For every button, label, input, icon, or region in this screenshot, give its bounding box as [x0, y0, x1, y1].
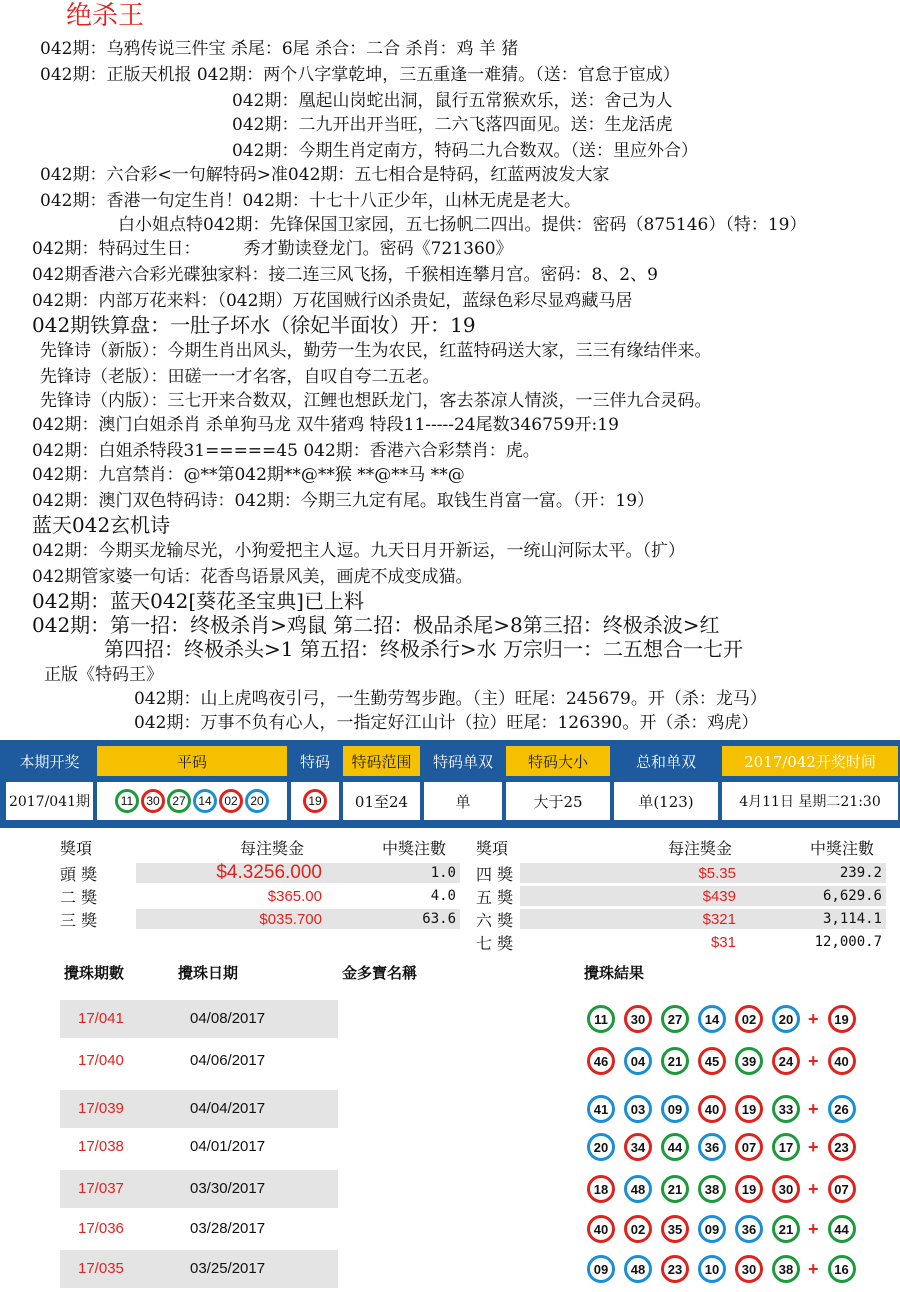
prize-row — [476, 931, 886, 953]
prize-name: 五 獎 — [476, 887, 514, 907]
result-ball: 19 — [735, 1175, 763, 1203]
result-ball: 48 — [624, 1255, 652, 1283]
result-ball: 34 — [624, 1133, 652, 1161]
history-period: 17/038 — [78, 1138, 124, 1155]
history-header-result: 攪珠結果 — [584, 964, 645, 982]
history-row — [60, 1250, 884, 1288]
draw-period: 2017/041期 — [6, 782, 93, 820]
prize-name: 二 獎 — [60, 887, 98, 907]
history-row — [60, 1090, 884, 1128]
prize-name: 六 獎 — [476, 910, 514, 930]
prize-count: 12,000.7 — [814, 934, 882, 950]
text-line: 042期：凰起山岗蛇出洞，鼠行五常猴欢乐，送：舍己为人 — [232, 91, 673, 111]
prize-count: 1.0 — [430, 865, 456, 881]
number-ball: 27 — [167, 789, 191, 813]
draw-header-cell: 特码单双 — [424, 746, 502, 776]
result-ball: 30 — [624, 1005, 652, 1033]
prize-row — [476, 862, 886, 884]
result-ball: 19 — [735, 1095, 763, 1123]
history-name-cell — [338, 1210, 578, 1248]
history-result — [578, 1042, 884, 1080]
result-ball: 30 — [735, 1255, 763, 1283]
text-line: 042期香港六合彩光碟独家料：接二连三风飞扬，千猴相连攀月宫。密码：8、2、9 — [32, 265, 658, 285]
result-ball: 46 — [587, 1047, 615, 1075]
prize-count: 4.0 — [430, 888, 456, 904]
draw-odd-even: 单 — [424, 782, 502, 820]
plus-icon: + — [808, 1218, 819, 1239]
special-result-ball: 16 — [828, 1255, 856, 1283]
prize-name: 七 獎 — [476, 933, 514, 953]
result-ball: 36 — [735, 1215, 763, 1243]
text-line: 042期：香港一句定生肖！042期：十七十八正少年，山林无虎是老大。 — [40, 191, 581, 211]
result-ball: 40 — [698, 1095, 726, 1123]
prize-row — [476, 885, 886, 907]
text-line: 042期：澳门白姐杀肖 杀单狗马龙 双牛猪鸡 特段11-----24尾数346759开:19 — [32, 415, 619, 435]
prize-amount: $439 — [702, 887, 736, 905]
text-line: 042期：蓝天042[葵花圣宝典]已上料 — [32, 589, 364, 613]
text-line: 042期管家婆一句话：花香鸟语景风美，画虎不成变成猫。 — [32, 567, 473, 587]
prize-count: 63.6 — [422, 911, 456, 927]
result-ball: 09 — [661, 1095, 689, 1123]
history-result — [578, 1170, 884, 1208]
history-row — [60, 1170, 884, 1208]
plus-icon: + — [808, 1258, 819, 1279]
special-result-ball: 19 — [828, 1005, 856, 1033]
prize-row — [60, 862, 460, 884]
prize-header-count: 中獎注數 — [810, 838, 875, 858]
history-row — [60, 1128, 884, 1166]
result-ball: 20 — [587, 1133, 615, 1161]
text-line: 042期：二九开出开当旺，二六飞落四面见。送：生龙活虎 — [232, 115, 673, 135]
result-ball: 07 — [735, 1133, 763, 1161]
number-ball: 30 — [141, 789, 165, 813]
text-line: 042期：今期生肖定南方，特码二九合数双。（送：里应外合） — [232, 141, 698, 161]
text-line: 042期：正版天机报 042期：两个八字掌乾坤，三五重逢一难猜。（送：官怠于宦成） — [40, 65, 680, 85]
result-ball: 09 — [698, 1215, 726, 1243]
result-ball: 10 — [698, 1255, 726, 1283]
number-ball: 14 — [193, 789, 217, 813]
history-date: 04/08/2017 — [190, 1010, 266, 1027]
text-line: 先锋诗（新版）：今期生肖出风头，勤劳一生为农民，红蓝特码送大家，三三有缘结伴来。 — [40, 341, 712, 361]
result-ball: 45 — [698, 1047, 726, 1075]
draw-size: 大于25 — [506, 782, 610, 820]
result-ball: 14 — [698, 1005, 726, 1033]
draw-special-number — [291, 782, 339, 820]
text-line: 042期：六合彩<一句解特码>准042期：五七相合是特码，红蓝两波发大家 — [40, 165, 610, 185]
history-period: 17/041 — [78, 1010, 124, 1027]
result-ball: 24 — [772, 1047, 800, 1075]
plus-icon: + — [808, 1136, 819, 1157]
text-line: 042期：万事不负有心人，一指定好江山计（拉）旺尾：126390。开（杀：鸡虎） — [134, 713, 759, 733]
history-name-cell — [338, 1128, 578, 1166]
draw-header-cell: 总和单双 — [614, 746, 718, 776]
draw-result-table — [0, 740, 900, 828]
history-name-cell — [338, 1250, 578, 1288]
text-line: 先锋诗（内版）：三七开来合数双，江鲤也想跃龙门，客去茶凉人情淡，一三伴九合灵码。 — [40, 391, 712, 411]
text-line: 042期：山上虎鸣夜引弓，一生勤劳驾步跑。（主）旺尾：245679。开（杀：龙马） — [134, 689, 767, 709]
draw-regular-numbers — [97, 782, 287, 820]
prize-row — [476, 908, 886, 930]
history-header-date: 攪珠日期 — [178, 964, 239, 982]
text-line: 042期铁算盘：一肚子坏水（徐妃半面妆）开：19 — [32, 313, 476, 337]
result-ball: 23 — [661, 1255, 689, 1283]
prize-amount: $5.35 — [698, 864, 736, 882]
history-date: 03/28/2017 — [190, 1220, 266, 1237]
result-ball: 36 — [698, 1133, 726, 1161]
history-date: 03/30/2017 — [190, 1180, 266, 1197]
history-period: 17/037 — [78, 1180, 124, 1197]
text-line: 042期：乌鸦传说三件宝 杀尾：6尾 杀合：二合 杀肖：鸡 羊 猪 — [40, 39, 519, 59]
prize-amount: $035.700 — [259, 910, 322, 928]
result-ball: 44 — [661, 1133, 689, 1161]
result-ball: 21 — [661, 1047, 689, 1075]
result-ball: 38 — [772, 1255, 800, 1283]
draw-value-row — [2, 782, 900, 824]
number-ball: 11 — [115, 789, 139, 813]
result-ball: 48 — [624, 1175, 652, 1203]
result-ball: 09 — [587, 1255, 615, 1283]
prize-header-name: 獎項 — [476, 838, 509, 858]
history-period: 17/036 — [78, 1220, 124, 1237]
special-result-ball: 07 — [828, 1175, 856, 1203]
draw-range: 01至24 — [343, 782, 420, 820]
history-row — [60, 1042, 884, 1080]
history-period: 17/035 — [78, 1260, 124, 1277]
result-ball: 18 — [587, 1175, 615, 1203]
history-date: 04/04/2017 — [190, 1100, 266, 1117]
history-period: 17/040 — [78, 1052, 124, 1069]
text-line: 042期：澳门双色特码诗：042期：今期三九定有尾。取钱生肖富一富。（开：19） — [32, 491, 655, 511]
draw-header-cell: 特码 — [291, 746, 339, 776]
number-ball: 20 — [245, 789, 269, 813]
prize-count: 6,629.6 — [822, 888, 882, 904]
history-result — [578, 1250, 884, 1288]
text-line: 第四招：终极杀头>1 第五招：终极杀行>水 万宗归一：二五想合一七开 — [104, 637, 743, 661]
special-result-ball: 40 — [828, 1047, 856, 1075]
prize-row — [60, 908, 460, 930]
result-ball: 02 — [735, 1005, 763, 1033]
special-result-ball: 44 — [828, 1215, 856, 1243]
history-header-name: 金多寶名稱 — [342, 964, 418, 982]
plus-icon: + — [808, 1050, 819, 1071]
result-ball: 03 — [624, 1095, 652, 1123]
prize-amount: $31 — [710, 933, 736, 951]
result-ball: 38 — [698, 1175, 726, 1203]
history-name-cell — [338, 1170, 578, 1208]
result-ball: 30 — [772, 1175, 800, 1203]
history-header-period: 攪珠期數 — [64, 964, 125, 982]
prize-header-amount: 每注獎金 — [240, 838, 305, 858]
text-line: 042期：白姐杀特段31=====45 042期：香港六合彩禁肖：虎。 — [32, 441, 540, 461]
history-date: 04/06/2017 — [190, 1052, 266, 1069]
draw-header-cell: 2017/042开奖时间 — [722, 746, 898, 776]
result-ball: 02 — [624, 1215, 652, 1243]
plus-icon: + — [808, 1178, 819, 1199]
special-result-ball: 26 — [828, 1095, 856, 1123]
result-ball: 21 — [661, 1175, 689, 1203]
history-result — [578, 1090, 884, 1128]
text-line: 白小姐点特042期：先锋保国卫家园，五七扬帆二四出。提供：密码（875146）（特：19） — [118, 215, 807, 235]
text-line: 042期：特码过生日： 秀才勤读登龙门。密码《721360》 — [32, 239, 513, 259]
result-ball: 40 — [587, 1215, 615, 1243]
result-ball: 20 — [772, 1005, 800, 1033]
result-ball: 17 — [772, 1133, 800, 1161]
draw-header-cell: 特码大小 — [506, 746, 610, 776]
number-ball: 02 — [219, 789, 243, 813]
draw-header-cell: 特码范围 — [343, 746, 420, 776]
plus-icon: + — [808, 1008, 819, 1029]
history-row — [60, 1000, 884, 1038]
text-line: 蓝天042玄机诗 — [32, 513, 171, 537]
text-line: 先锋诗（老版）：田磋一一才名客，自叹自夸二五老。 — [40, 367, 440, 387]
page-title: 绝杀王 — [66, 1, 145, 31]
text-line: 042期：九宫禁肖：@**第042期**@**猴 **@**马 **@ — [32, 465, 465, 485]
prize-amount: $4.3256.000 — [216, 862, 322, 883]
text-line: 042期：今期买龙输尽光，小狗爱把主人逗。九天日月开新运，一统山河际太平。（扩） — [32, 541, 685, 561]
prize-amount: $365.00 — [267, 887, 322, 905]
prize-amount: $321 — [702, 910, 736, 928]
history-name-cell — [338, 1000, 578, 1038]
result-ball: 11 — [587, 1005, 615, 1033]
result-ball: 21 — [772, 1215, 800, 1243]
text-line: 042期：第一招：终极杀肖>鸡鼠 第二招：极品杀尾>8第三招：终极杀波>红 — [32, 613, 720, 637]
prize-name: 三 獎 — [60, 910, 98, 930]
prize-row — [60, 885, 460, 907]
result-ball: 04 — [624, 1047, 652, 1075]
prize-table-left — [60, 836, 460, 936]
history-row — [60, 1210, 884, 1248]
history-result — [578, 1128, 884, 1166]
prize-count: 3,114.1 — [822, 911, 882, 927]
result-ball: 39 — [735, 1047, 763, 1075]
result-ball: 27 — [661, 1005, 689, 1033]
prize-header-amount: 每注獎金 — [668, 838, 733, 858]
history-name-cell — [338, 1090, 578, 1128]
prize-header-count: 中獎注數 — [382, 838, 447, 858]
plus-icon: + — [808, 1098, 819, 1119]
history-date: 04/01/2017 — [190, 1138, 266, 1155]
text-line: 042期：内部万花来料：（042期）万花国贼行凶杀贵妃，蓝绿色彩尽显鸡藏马居 — [32, 291, 633, 311]
result-ball: 41 — [587, 1095, 615, 1123]
draw-header-cell: 平码 — [97, 746, 287, 776]
special-ball: 19 — [303, 789, 327, 813]
draw-sum-odd-even: 单(123) — [614, 782, 718, 820]
draw-header-row — [2, 746, 900, 776]
text-line: 正版《特码王》 — [44, 665, 163, 685]
history-date: 03/25/2017 — [190, 1260, 266, 1277]
prize-name: 四 獎 — [476, 864, 514, 884]
prize-table-right — [476, 836, 886, 956]
draw-next-time: 4月11日 星期二21:30 — [722, 782, 898, 820]
history-result — [578, 1210, 884, 1248]
prize-count: 239.2 — [839, 865, 882, 881]
history-name-cell — [338, 1042, 578, 1080]
result-ball: 33 — [772, 1095, 800, 1123]
prize-header-name: 獎項 — [60, 838, 93, 858]
history-period: 17/039 — [78, 1100, 124, 1117]
special-result-ball: 23 — [828, 1133, 856, 1161]
prize-name: 頭 獎 — [60, 864, 98, 884]
history-result — [578, 1000, 884, 1038]
draw-header-cell: 本期开奖 — [6, 746, 93, 776]
result-ball: 35 — [661, 1215, 689, 1243]
